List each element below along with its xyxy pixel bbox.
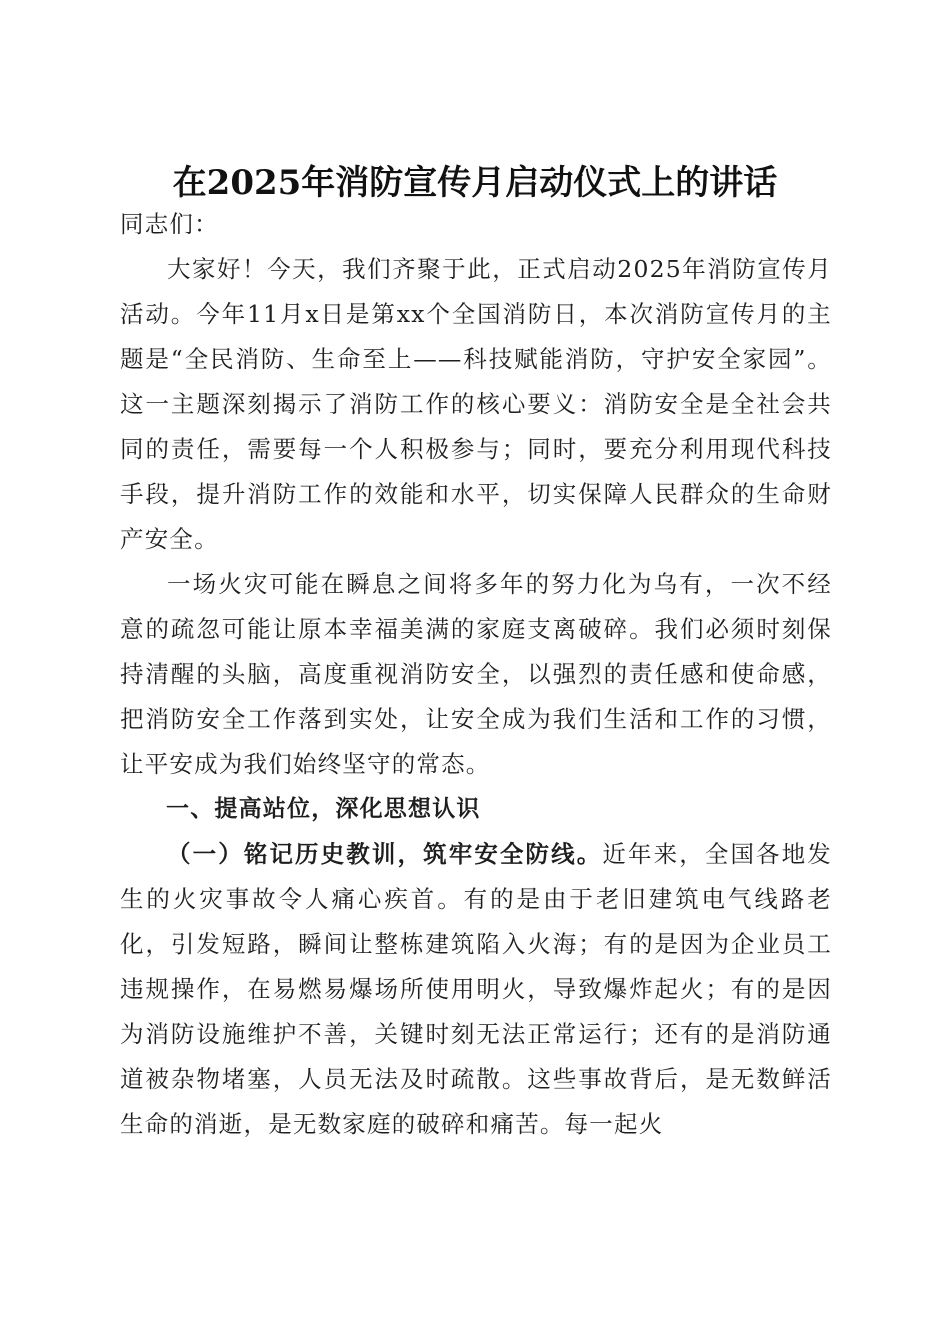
- subsection-paragraph: [120, 832, 832, 1147]
- paragraph-intro: 大家好！今天，我们齐聚于此，正式启动2025年消防宣传月活动。今年11月x日是第xx个全国消防日，本次消防宣传月的主题是“全民消防、生命至上——科技赋能消防，守护安全家园”。这一主题深刻揭示了消防工作的核心要义：消防安全是全社会共同的责任，需要每一个人积极参与；同时，要充分利用现代科技手段，提升消防工作的效能和水平，切实保障人民群众的生命财产安全。: [120, 255, 832, 553]
- document-body: [120, 202, 832, 1147]
- subsection-heading: （一）铭记历史教训，筑牢安全防线。: [167, 840, 603, 868]
- salutation: 同志们：: [120, 210, 219, 238]
- subsection-text: 近年来，全国各地发生的火灾事故令人痛心疾首。有的是由于老旧建筑电气线路老化，引发短路，瞬间让整栋建筑陷入火海；有的是因为企业员工违规操作，在易燃易爆场所使用明火，导致爆炸起火；有的是因为消防设施维护不善，关键时刻无法正常运行；还有的是消防通道被杂物堵塞，人员无法及时疏散。这些事故背后，是无数鲜活生命的消逝，是无数家庭的破碎和痛苦。每一起火: [120, 840, 832, 1138]
- document-title: 在2025年消防宣传月启动仪式上的讲话: [172, 162, 778, 203]
- paragraph-warning: 一场火灾可能在瞬息之间将多年的努力化为乌有，一次不经意的疏忽可能让原本幸福美满的家庭支离破碎。我们必须时刻保持清醒的头脑，高度重视消防安全，以强烈的责任感和使命感，把消防安全工作落到实处，让安全成为我们生活和工作的习惯，让平安成为我们始终坚守的常态。: [120, 570, 832, 778]
- section-heading: 一、提高站位，深化思想认识: [166, 796, 481, 822]
